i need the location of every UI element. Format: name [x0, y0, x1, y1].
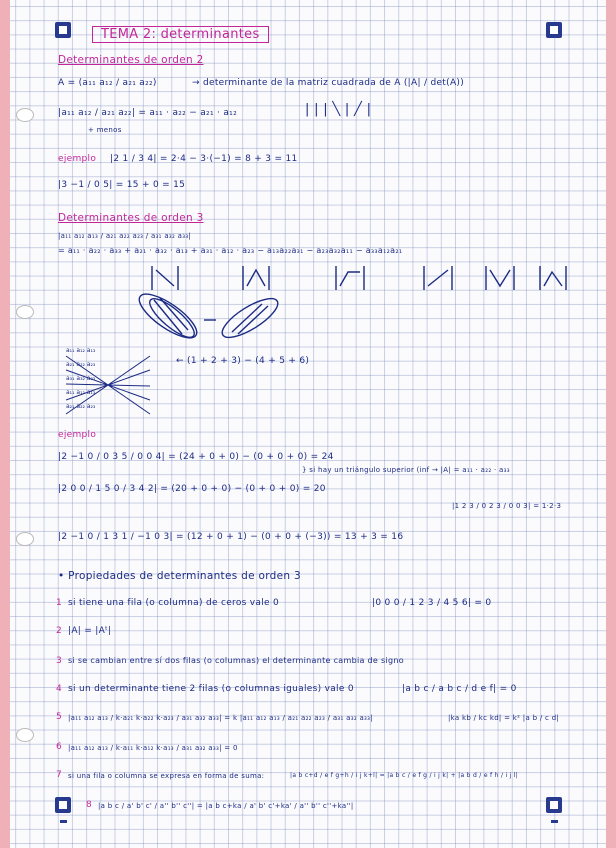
pattern-box-6	[540, 266, 566, 290]
pattern-box-5	[486, 266, 514, 290]
triangle-small-example: |1 2 3 / 0 2 3 / 0 0 3| = 1·2·3	[452, 502, 562, 510]
sarrus-note: ← (1 + 2 + 3) − (4 + 5 + 6)	[176, 356, 310, 366]
sarrus-row: a₂₁ a₂₂ a₂₃	[66, 361, 96, 368]
formula-orden-2: |a₁₁ a₁₂ / a₂₁ a₂₂| = a₁₁ · a₂₂ − a₂₁ · a₁₂	[58, 108, 237, 118]
example-label-2: ejemplo	[58, 430, 97, 440]
matrix-a-2x2: A = (a₁₁ a₁₂ / a₂₁ a₂₂)	[58, 78, 157, 88]
example-orden-3-c: |2 −1 0 / 1 3 1 / −1 0 3| = (12 + 0 + 1) − (0 + 0 + (−3)) = 13 + 3 = 16	[58, 532, 404, 542]
example-label-1: ejemplo	[58, 154, 97, 164]
pattern-box-3	[336, 266, 364, 290]
sarrus-row: a₃₁ a₃₂ a₃₃	[66, 375, 96, 382]
property-text: |a b c / a' b' c' / a'' b'' c''| = |a b c+ka / a' b' c'+ka' / a'' b'' c''+ka''|	[98, 802, 354, 810]
property-text: si tiene una fila (o columna) de ceros vale 0	[68, 598, 280, 608]
property-text: si un determinante tiene 2 filas (o columnas iguales) vale 0	[68, 684, 354, 694]
property-number: 7	[56, 770, 63, 780]
property-extra: |a b c+d / e f g+h / i j k+l| = |a b c / e f g / i j k| + |a b d / e f h / i j l|	[290, 772, 519, 779]
property-text: si una fila o columna se expresa en forma de suma:	[68, 772, 265, 780]
pattern-box-1	[152, 266, 178, 290]
heading-propiedades: • Propiedades de determinantes de orden 3	[58, 570, 301, 582]
example-orden-3-b: |2 0 0 / 1 5 0 / 3 4 2| = (20 + 0 + 0) − (0 + 0 + 0) = 20	[58, 484, 326, 494]
property-number: 1	[56, 598, 63, 608]
example-orden-2-a: |2 1 / 3 4| = 2·4 − 3·(−1) = 8 + 3 = 11	[110, 154, 298, 164]
matrix-a-3x3: |a₁₁ a₁₂ a₁₃ / a₂₁ a₂₂ a₂₃ / a₃₁ a₃₂ a₃₃|	[58, 232, 192, 240]
example-orden-3-a: |2 −1 0 / 0 3 5 / 0 0 4| = (24 + 0 + 0) − (0 + 0 + 0) = 24	[58, 452, 334, 462]
property-text: |a₁₁ a₁₂ a₁₃ / k·a₂₁ k·a₂₂ k·a₂₃ / a₃₁ a₃₂ a₃₃| = k |a₁₁ a₁₂ a₁₃ / a₂₁ a₂₂ a₂₃ / a₃₁ a₃₂ a₃₃|	[68, 714, 373, 722]
loop-minus	[217, 292, 283, 345]
property-number: 6	[56, 742, 63, 752]
sarrus-row: a₁₁ a₁₂ a₁₃	[66, 347, 96, 354]
property-text: |a₁₁ a₁₂ a₁₃ / k·a₁₁ k·a₁₂ k·a₁₃ / a₃₁ a₃₂ a₃₃| = 0	[68, 744, 238, 752]
formula-orden-3: = a₁₁ · a₂₂ · a₃₃ + a₂₁ · a₃₂ · a₁₃ + a₃₁ · a₁₂ · a₂₃ − a₁₃a₂₂a₃₁ − a₂₃a₃₂a₁₁ − a₃₃a₁₂a₂₁	[58, 246, 403, 255]
pattern-box-4	[424, 266, 452, 290]
sign-note: + menos	[88, 126, 122, 134]
pattern-diagram: | | | ╲ | ╱ |	[305, 102, 372, 117]
pattern-box-2	[243, 266, 269, 290]
property-text: |A| = |Aᵗ|	[68, 626, 112, 636]
page-title: TEMA 2: determinantes	[92, 26, 269, 43]
heading-orden-2: Determinantes de orden 2	[58, 54, 204, 66]
property-number: 5	[56, 712, 63, 722]
property-number: 8	[86, 800, 93, 810]
sarrus-row: a₂₁ a₂₂ a₂₃	[66, 403, 96, 410]
example-orden-2-b: |3 −1 / 0 5| = 15 + 0 = 15	[58, 180, 186, 190]
property-number: 2	[56, 626, 63, 636]
property-number: 3	[56, 656, 63, 666]
loop-plus	[133, 287, 202, 346]
property-extra: |0 0 0 / 1 2 3 / 4 5 6| = 0	[372, 598, 492, 608]
definition-note: → determinante de la matriz cuadrada de A (|A| / det(A))	[192, 78, 465, 88]
triangle-note: } si hay un triángulo superior (inf → |A| = a₁₁ · a₂₂ · a₃₃	[302, 466, 510, 474]
property-number: 4	[56, 684, 63, 694]
heading-orden-3: Determinantes de orden 3	[58, 212, 204, 224]
property-extra: |ka kb / kc kd| = k² |a b / c d|	[448, 714, 560, 722]
sarrus-row: a₁₁ a₁₂ a₁₃	[66, 389, 96, 396]
property-text: si se cambian entre sí dos filas (o columnas) el determinante cambia de signo	[68, 656, 404, 665]
property-extra: |a b c / a b c / d e f| = 0	[402, 684, 517, 694]
